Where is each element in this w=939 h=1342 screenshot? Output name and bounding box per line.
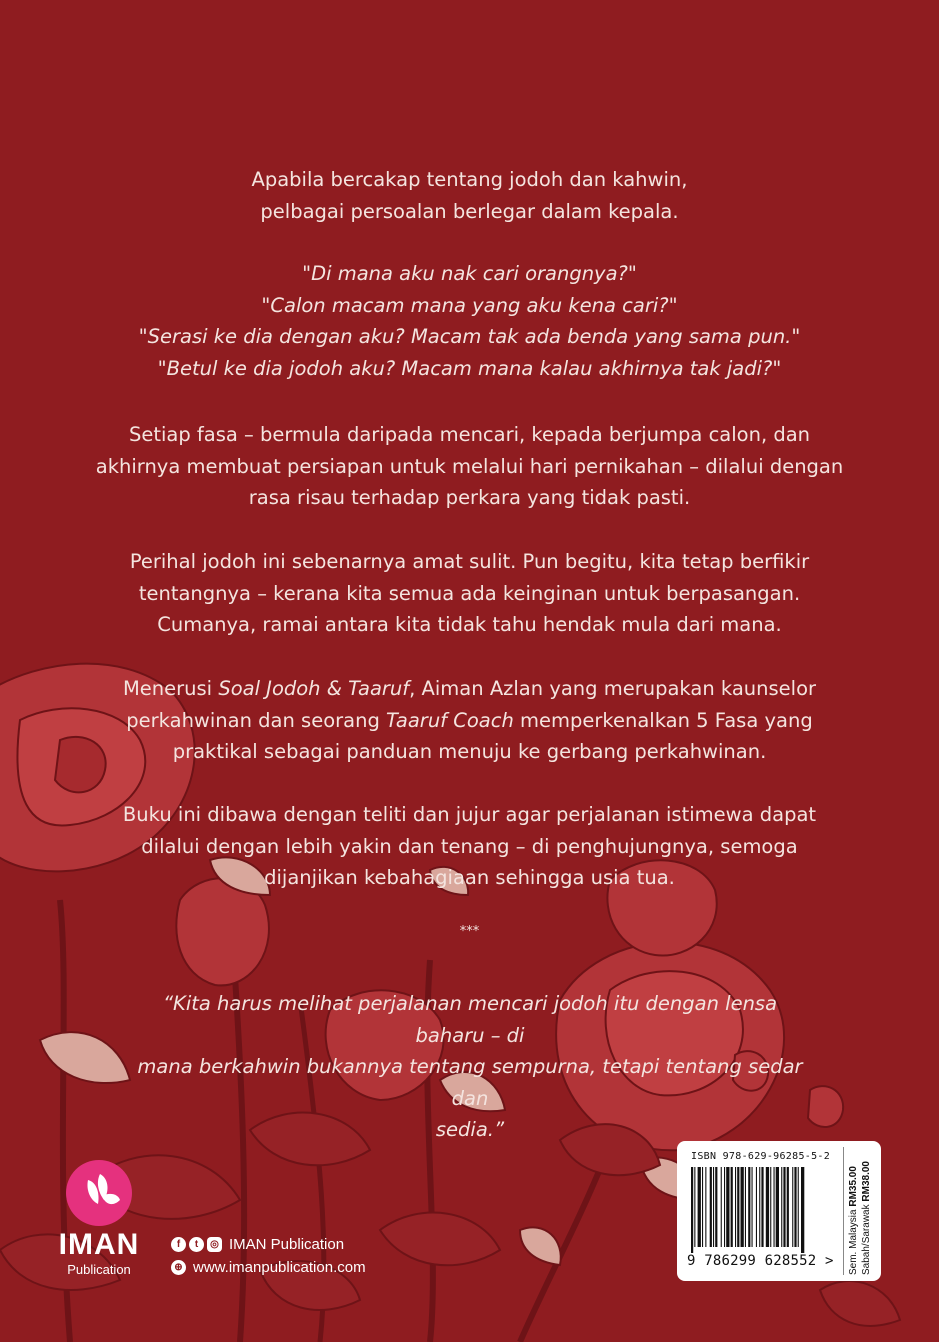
- barcode-bar: [787, 1167, 789, 1247]
- phases-line: Setiap fasa – bermula daripada mencari, kepada berjumpa calon, dan: [128, 423, 811, 446]
- quote-line: “Kita harus melihat perjalanan mencari jodoh itu dengan lensa baharu – di: [162, 992, 778, 1047]
- intro-line: Apabila bercakap tentang jodoh dan kahwin,: [251, 168, 688, 191]
- questions-paragraph: [0, 258, 939, 384]
- barcode-bar: [715, 1167, 717, 1247]
- barcode-bar: [713, 1167, 714, 1247]
- author-text: perkahwinan dan seorang: [126, 708, 387, 732]
- author-line: praktikal sebagai panduan menuju ke gerbang perkahwinan.: [172, 740, 767, 763]
- author-text: , Aiman Azlan yang merupakan kaunselor: [409, 677, 817, 700]
- book-line: Buku ini dibawa dengan teliti dan jujur agar perjalanan istimewa dapat: [122, 803, 817, 826]
- barcode-bar: [721, 1167, 722, 1247]
- twitter-icon: t: [189, 1237, 204, 1252]
- secret-paragraph: [0, 546, 939, 641]
- barcode-bar: [792, 1167, 793, 1247]
- book-line: dijanjikan kebahagiaan sehingga usia tua.: [264, 866, 675, 889]
- website-row: [171, 1259, 366, 1276]
- barcode-digits: 9 786299 628552 >: [687, 1253, 834, 1269]
- barcode-bar: [781, 1167, 782, 1247]
- author-text: Menerusi: [122, 677, 219, 700]
- barcode-bar: [705, 1167, 706, 1247]
- barcode-bar: [798, 1167, 799, 1247]
- phases-paragraph: [0, 419, 939, 514]
- barcode-bar: [770, 1167, 771, 1247]
- book-paragraph: [0, 799, 939, 894]
- barcode-bar: [694, 1167, 695, 1247]
- barcode-bar: [735, 1167, 736, 1247]
- barcode-bar: [698, 1167, 701, 1247]
- barcode-bar: [702, 1167, 703, 1247]
- barcode-bar: [731, 1167, 733, 1247]
- barcode-bar: [783, 1167, 785, 1247]
- barcode-bar: [761, 1167, 763, 1247]
- barcode-bar: [766, 1167, 769, 1247]
- quote-line: sedia.”: [435, 1118, 505, 1141]
- question-line: "Serasi ke dia dengan aku? Macam tak ada benda yang sama pun.": [138, 325, 801, 348]
- publisher-logo: [46, 1160, 156, 1280]
- author-text: memperkenalkan 5 Fasa yang: [513, 708, 813, 732]
- barcode-bar: [741, 1167, 744, 1247]
- separator: ***: [459, 924, 480, 939]
- social-handle: IMAN Publication: [229, 1236, 345, 1253]
- price-region: Sem. Malaysia: [848, 1206, 859, 1275]
- price-line-2: [860, 1147, 873, 1275]
- secret-line: tentangnya – kerana kita semua ada keinginan untuk berpasangan.: [138, 581, 801, 605]
- question-line: "Di mana aku nak cari orangnya?": [302, 262, 637, 285]
- barcode-bar: [726, 1167, 729, 1247]
- globe-icon: ⊕: [171, 1260, 186, 1275]
- barcode-bar: [776, 1167, 779, 1247]
- author-line: [0, 673, 939, 705]
- phases-line: akhirnya membuat persiapan untuk melalui hari pernikahan – dilalui dengan: [95, 454, 844, 478]
- author-line: [0, 705, 939, 737]
- barcode-bar: [794, 1167, 796, 1247]
- coach-title: Taaruf Coach: [386, 708, 514, 732]
- facebook-icon: f: [171, 1237, 186, 1252]
- phases-line: rasa risau terhadap perkara yang tidak pasti.: [248, 486, 691, 509]
- book-line: dilalui dengan lebih yakin dan tenang – di penghujungnya, semoga: [141, 834, 798, 858]
- barcode-bar: [724, 1167, 725, 1247]
- barcode-bar: [759, 1167, 760, 1247]
- isbn-text: ISBN 978-629-96285-5-2: [691, 1151, 831, 1162]
- question-line: "Calon macam mana yang aku kena cari?": [261, 293, 678, 317]
- pull-quote: [130, 988, 810, 1146]
- secret-line: Cumanya, ramai antara kita tidak tahu hendak mula dari mana.: [157, 613, 782, 636]
- barcode-bar: [710, 1167, 712, 1247]
- price-region: Sabah/Sarawak: [861, 1201, 872, 1275]
- barcode-bar: [801, 1167, 804, 1253]
- logo-leaf-icon: [66, 1160, 132, 1226]
- price-divider: [843, 1147, 844, 1275]
- barcode-bar: [745, 1167, 746, 1247]
- book-title: Soal Jodoh & Taaruf: [218, 677, 410, 700]
- barcode-bars: [689, 1167, 839, 1253]
- secret-line: Perihal jodoh ini sebenarnya amat sulit. Pun begitu, kita tetap berfikir: [129, 550, 810, 573]
- barcode-box: [677, 1141, 881, 1281]
- price-amount: RM35.00: [848, 1166, 859, 1207]
- barcode-bar: [748, 1167, 750, 1247]
- instagram-icon: ◎: [207, 1237, 222, 1252]
- price-amount: RM38.00: [861, 1161, 872, 1202]
- intro-paragraph: [0, 164, 939, 227]
- barcode-bar: [756, 1167, 757, 1247]
- price-label: [847, 1147, 877, 1275]
- barcode-bar: [774, 1167, 775, 1247]
- intro-line: pelbagai persoalan berlegar dalam kepala.: [260, 199, 679, 223]
- barcode-bar: [691, 1167, 693, 1253]
- quote-line: mana berkahwin bukannya tentang sempurna, tetapi tentang sedar dan: [137, 1055, 803, 1110]
- publisher-subtitle: Publication: [67, 1262, 131, 1277]
- price-line-1: [847, 1147, 860, 1275]
- social-handle-row: [171, 1236, 344, 1253]
- barcode-bar: [737, 1167, 739, 1247]
- barcode-bar: [752, 1167, 753, 1247]
- publisher-name: IMAN: [58, 1228, 140, 1261]
- author-paragraph: [0, 673, 939, 768]
- website-url: www.imanpublication.com: [193, 1259, 366, 1276]
- question-line: "Betul ke dia jodoh aku? Macam mana kalau akhirnya tak jadi?": [157, 356, 782, 380]
